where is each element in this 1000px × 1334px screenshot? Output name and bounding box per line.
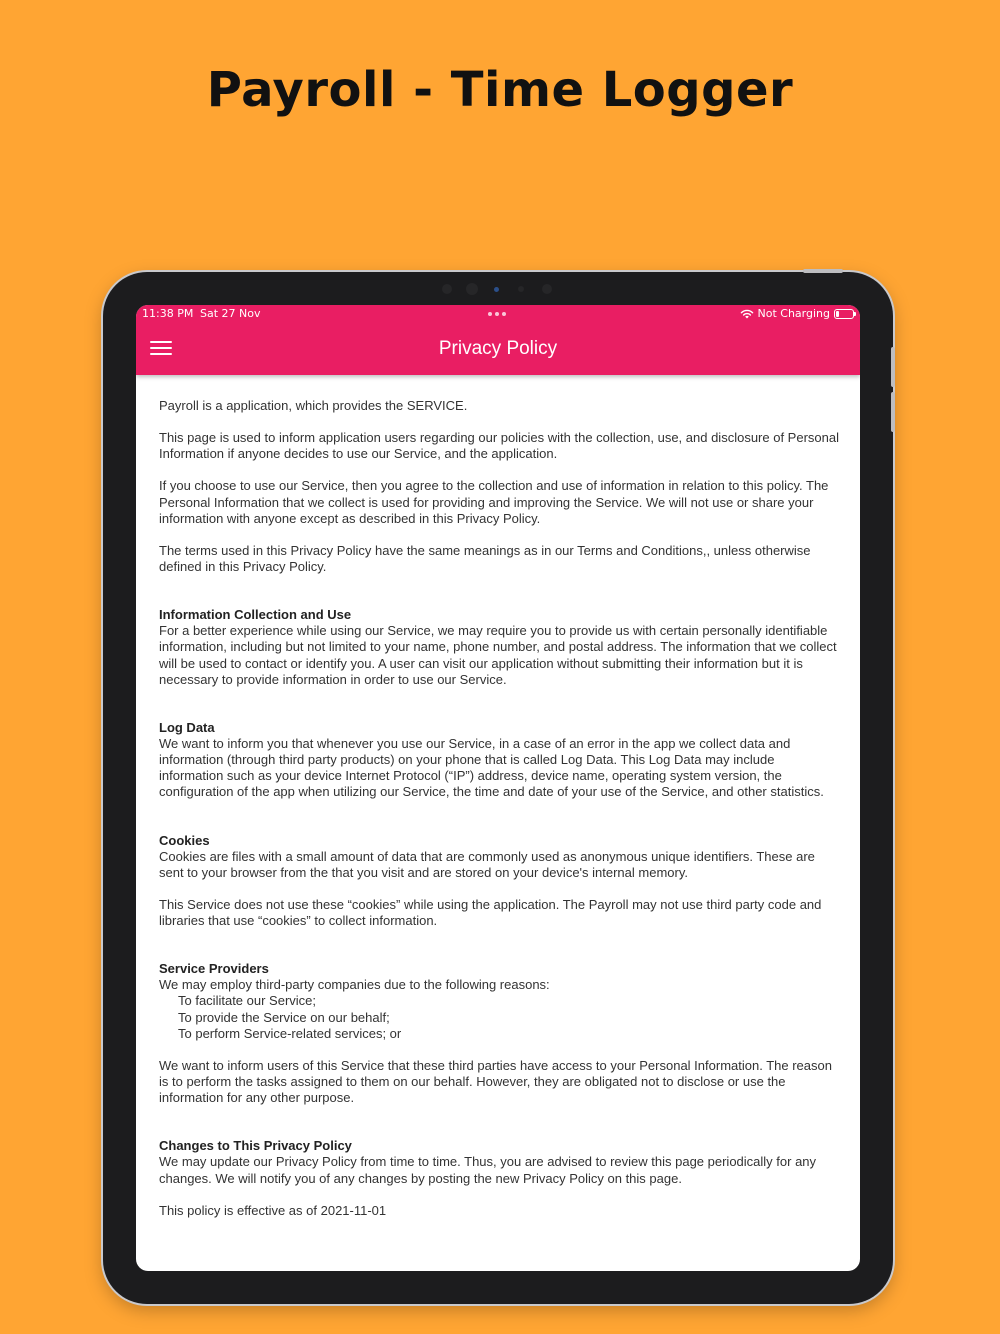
tablet-top-button bbox=[803, 269, 843, 273]
list-item: To perform Service-related services; or bbox=[178, 1025, 402, 1041]
page-title: Privacy Policy bbox=[438, 338, 558, 359]
section-title: Log Data bbox=[159, 719, 215, 735]
reasons-list bbox=[159, 993, 839, 1041]
list-item: To facilitate our Service; bbox=[178, 993, 317, 1009]
section-paragraph: For a better experience while using our Service, we may require you to provide us with certain personally identifiable information, including but not limited to your name, phone number, and postal address. The information that we collect will be used to contact or identify you. A user can visit our application without submitting their information but it is necessary to provide information in order to use our Service. bbox=[159, 623, 837, 687]
status-date: Sat 27 Nov bbox=[200, 307, 261, 320]
intro-paragraph-4: The terms used in this Privacy Policy have the same meanings as in our Terms and Conditions,, unless otherwise defined in this Privacy Policy. bbox=[159, 542, 811, 574]
section-paragraph: We want to inform users of this Service that these third parties have access to your Personal Information. The reason is to perform the tasks assigned to them on our behalf. However, they are obligated not to disclose or use the information for any other purpose. bbox=[159, 1057, 832, 1106]
section-lead: We may employ third-party companies due to the following reasons: bbox=[159, 977, 550, 993]
intro-paragraph-1: Payroll is a application, which provides the SERVICE. bbox=[159, 398, 468, 413]
status-right-group bbox=[740, 307, 854, 320]
section-service-providers bbox=[159, 961, 839, 1106]
app-bar bbox=[136, 305, 860, 375]
tablet-frame bbox=[103, 272, 893, 1304]
status-time: 11:38 PM bbox=[142, 307, 194, 320]
section-paragraph: We want to inform you that whenever you use our Service, in a case of an error in the app we collect data and information (through third party products) on your phone that is called Log Data. This Log Data may include information such as your device Internet Protocol (“IP”) address, device name, operating system version, the configuration of the app when utilizing our Service, the time and date of your use of the Service, and other statistics. bbox=[159, 735, 824, 800]
front-camera-array bbox=[438, 282, 558, 296]
tablet-volume-up-button bbox=[891, 347, 895, 387]
effective-date: This policy is effective as of 2021-11-01 bbox=[159, 1202, 387, 1218]
section-title: Service Providers bbox=[159, 961, 269, 977]
policy-content bbox=[159, 398, 839, 1235]
section-title: Information Collection and Use bbox=[159, 607, 352, 623]
charging-status: Not Charging bbox=[757, 307, 830, 320]
section-information-collection bbox=[159, 607, 839, 687]
battery-icon bbox=[834, 309, 854, 319]
app-screen bbox=[136, 305, 860, 1271]
tablet-volume-down-button bbox=[891, 392, 895, 432]
section-changes bbox=[159, 1138, 839, 1218]
section-paragraph: This Service does not use these “cookies” while using the application. The Payroll may not use third party code and libraries that use “cookies” to collect information. bbox=[159, 896, 822, 928]
section-title: Changes to This Privacy Policy bbox=[159, 1138, 352, 1154]
status-bar bbox=[136, 305, 860, 325]
section-log-data bbox=[159, 720, 839, 800]
section-title: Cookies bbox=[159, 832, 210, 848]
multitasking-dots-icon[interactable] bbox=[488, 312, 512, 316]
section-cookies bbox=[159, 833, 839, 930]
marketing-headline: Payroll - Time Logger bbox=[206, 62, 794, 118]
intro-paragraph-2: This page is used to inform application users regarding our policies with the collection, use, and disclosure of Personal Information if anyone decides to use our Service, and the application. bbox=[159, 430, 839, 462]
wifi-icon bbox=[740, 309, 754, 319]
section-paragraph: We may update our Privacy Policy from time to time. Thus, you are advised to review this page periodically for any changes. We will notify you of any changes by posting the new Privacy Policy on this page. bbox=[159, 1154, 817, 1186]
intro-paragraph-3: If you choose to use our Service, then you agree to the collection and use of information in relation to this policy. The Personal Information that we collect is used for providing and improving the Service. We will not use or share your information with anyone except as described in this Privacy Policy. bbox=[159, 478, 829, 526]
list-item: To provide the Service on our behalf; bbox=[178, 1009, 390, 1025]
section-paragraph: Cookies are files with a small amount of data that are commonly used as anonymous unique identifiers. These are sent to your browser from the that you visit and are stored on your device's internal memory. bbox=[159, 848, 815, 880]
